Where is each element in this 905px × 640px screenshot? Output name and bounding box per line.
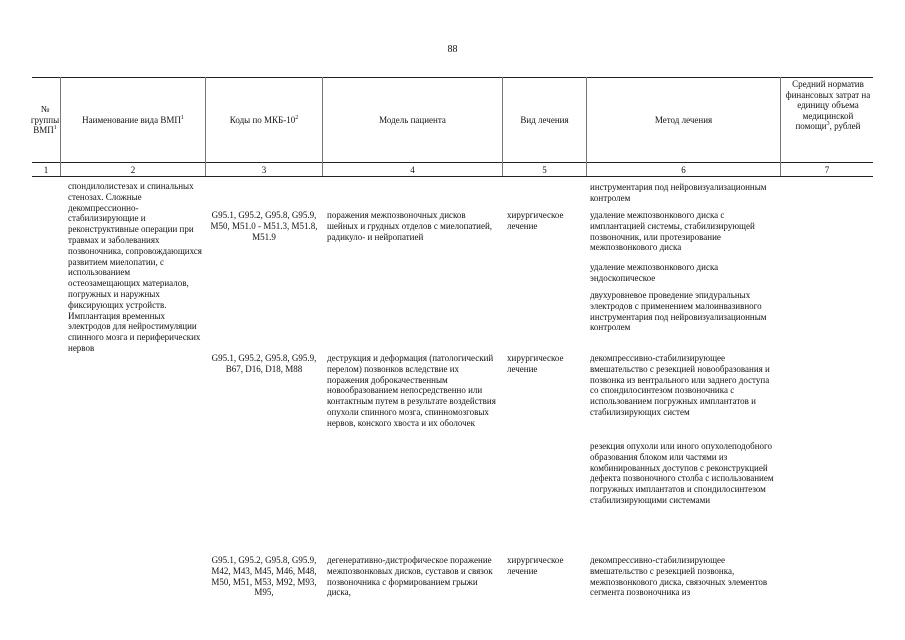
icd-codes-cell: G95.1, G95.2, G95.8, G95.9, M50, M51.0 - M51.3, M51.8, M51.9 xyxy=(210,210,318,242)
header-treatment-method xyxy=(587,80,780,160)
column-number: 5 xyxy=(542,165,547,175)
treatment-type-cell: хирургическое лечение xyxy=(507,353,564,374)
numbers-row-bottom-border xyxy=(32,176,873,177)
column-number: 6 xyxy=(681,165,686,175)
footnote-mark: 1 xyxy=(53,125,57,132)
treatment-method-cell: удаление межпозвонкового диска с имплантацией системы, стабилизирующей позвоночник, или протезирование межпозвонкового диска xyxy=(590,210,755,253)
column-number: 2 xyxy=(130,165,136,175)
footnote-mark: 1 xyxy=(180,114,184,121)
treatment-method-cell: декомпрессивно-стабилизирующее вмешательство с резекцией позвонка, межпозвонкового диска, связочных элементов сегмента позвоночника из xyxy=(590,555,768,598)
header-vmp-name xyxy=(61,80,205,160)
header-bottom-border xyxy=(32,162,873,163)
header-avg-cost xyxy=(785,79,871,132)
treatment-method-cell: декомпрессивно-стабилизирующее вмешательство с резекцией новообразования и позвонка из вентрального или заднего доступа со спондилосинтезом позвоночника с использованием погружных имплантатов и стабилизирующих систем xyxy=(590,353,770,417)
header-vmp-name-text: Наименование вида ВМП xyxy=(82,114,181,125)
icd-codes-cell: G95.1, G95.2, G95.8, G95.9, B67, D16, D18, M88 xyxy=(211,353,317,374)
vmp-name-cell: спондилолистезах и спинальных стенозах. Сложные декомпрессионно-стабилизирующие и реконструктивные операции при травмах и заболеваниях позвоночника, сопровождающихся развитием миелопатии, с использованием остеозамещающих материалов, погружных и наружных фиксирующих устройств. Имплантация временных электродов для нейростимуляции спинного мозга и периферических нервов xyxy=(68,181,202,353)
header-patient-model xyxy=(323,80,502,160)
treatment-method-cell: удаление межпозвонкового диска эндоскопическое xyxy=(590,262,719,283)
header-icd-codes-text: Коды по МКБ-10 xyxy=(229,114,296,125)
treatment-method-cell: двухуровневое проведение эпидуральных электродов с применением малоинвазивного инструментария под нейровизуализационным контролем xyxy=(590,290,767,333)
patient-model-cell: дегенеративно-дистрофическое поражение межпозвонковых дисков, суставов и связок позвоночника с формированием грыжи диска, xyxy=(327,555,493,598)
column-number: 1 xyxy=(43,165,49,175)
header-group-number-text: № группы ВМП xyxy=(30,104,60,136)
column-divider xyxy=(780,77,781,176)
column-number: 4 xyxy=(410,165,415,175)
patient-model-cell: деструкция и деформация (патологический перелом) позвонков вследствие их поражения доброкачественным новообразованием непосредственно или контактным путем в результате воздействия опухоли спинного мозга, спинномозговых нервов, конского хвоста и их оболочек xyxy=(327,353,496,428)
header-icd-codes xyxy=(206,80,322,160)
icd-codes-cell: G95.1, G95.2, G95.8, G95.9, M42, M43, M45, M46, M48, M50, M51, M53, M92, M93, M95, xyxy=(211,555,317,598)
header-treatment-type-text: Вид лечения xyxy=(520,114,569,125)
header-avg-cost-unit: , рублей xyxy=(829,121,861,132)
column-number: 7 xyxy=(824,165,830,175)
footnote-mark: 3 xyxy=(826,121,830,128)
treatment-method-cell: инструментария под нейровизуализационным контролем xyxy=(590,182,767,203)
header-treatment-method-text: Метод лечения xyxy=(654,114,713,125)
table-top-border xyxy=(32,77,873,78)
page-number: 88 xyxy=(447,44,458,55)
header-patient-model-text: Модель пациента xyxy=(379,114,446,125)
treatment-type-cell: хирургическое лечение xyxy=(507,555,564,576)
column-number: 3 xyxy=(261,165,267,175)
footnote-mark: 2 xyxy=(295,114,299,121)
header-avg-cost-text: Средний норматив финансовых затрат на единицу объема медицинской помощи xyxy=(785,79,871,132)
treatment-method-cell: резекция опухоли или иного опухолеподобного образования блоком или частями из комбинированных доступов с реконструкцией дефекта позвоночного столба с использованием погружных имплантатов и спондилосинтезом стабилизирующими системами xyxy=(590,441,774,505)
header-group-number xyxy=(30,80,60,160)
treatment-type-cell: хирургическое лечение xyxy=(507,210,564,231)
patient-model-cell: поражения межпозвоночных дисков шейных и грудных отделов с миелопатией, радикуло- и нейропатией xyxy=(327,210,493,242)
header-treatment-type xyxy=(503,80,586,160)
